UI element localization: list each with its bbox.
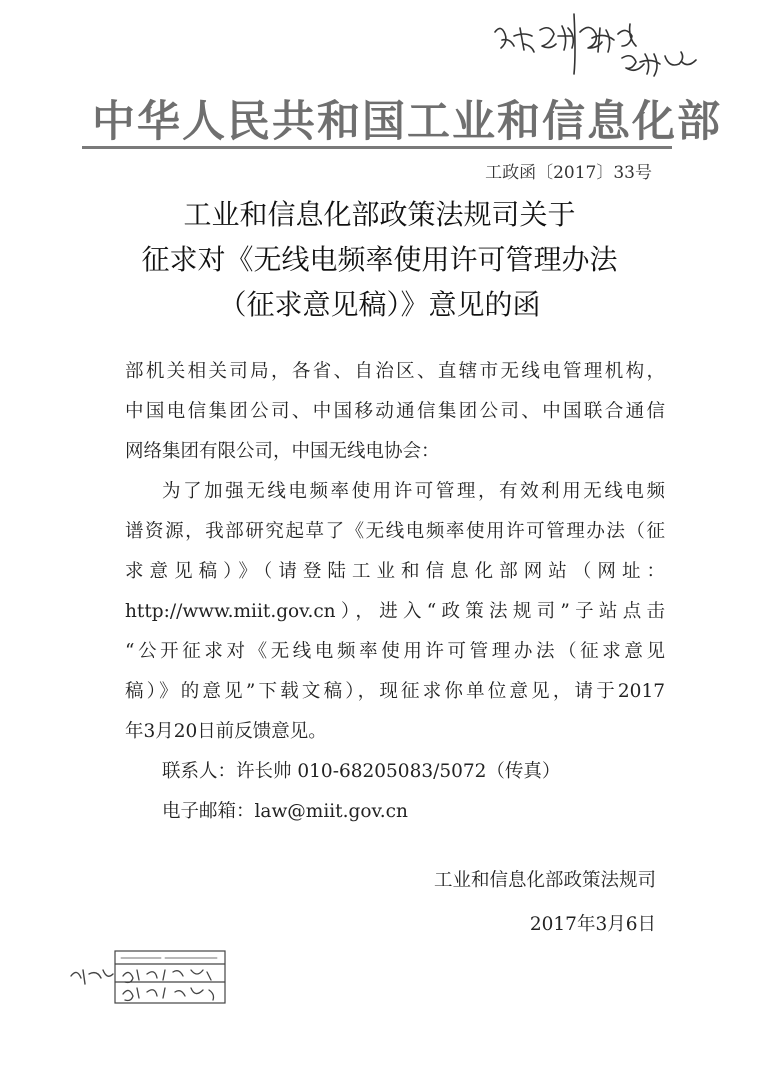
recipients-line: 部机关相关司局，各省、自治区、直辖市无线电管理机构， [125,361,665,382]
recipients-line: 网络集团有限公司，中国无线电协会： [125,441,440,462]
document-number: 工政函〔2017〕33号 [485,163,652,183]
signature-org: 工业和信息化部政策法规司 [433,870,656,891]
handwritten-annotation [440,10,740,90]
title-line: 工业和信息化部政策法规司关于 [183,198,576,231]
paragraph-line: “公开征求对《无线电频率使用许可管理办法（征求意见 [125,641,665,662]
recipients-line: 中国电信集团公司、中国移动通信集团公司、中国联合通信 [125,401,665,422]
paragraph-line: 为了加强无线电频率使用许可管理，有效利用无线电频 [162,481,665,502]
receipt-stamp [65,948,230,1008]
contact-line: 联系人：许长帅 010-68205083/5072（传真） [162,761,561,782]
paragraph-line: http://www.miit.gov.cn），进入“政策法规司”子站点击 [125,601,665,622]
paragraph-line: 谱资源，我部研究起草了《无线电频率使用许可管理办法（征 [125,521,665,542]
letterhead: 中华人民共和国工业和信息化部 [92,97,722,147]
paragraph-line: 稿）》的意见”下载文稿），现征求你单位意见，请于2017 [125,681,665,702]
signature-block [434,866,656,936]
letterhead-rule [82,146,672,149]
title-line: 征求对《无线电频率使用许可管理办法 [141,243,618,276]
document-body [125,352,665,832]
title-line: （征求意见稿）》意见的函 [218,288,541,321]
paragraph-line: 求意见稿）》（请登陆工业和信息化部网站（网址： [125,561,665,582]
signature-date: 2017年3月6日 [529,914,656,935]
paragraph-line: 年3月20日前反馈意见。 [125,721,327,742]
document-title [0,192,759,327]
email-line: 电子邮箱：law@miit.gov.cn [162,801,408,822]
